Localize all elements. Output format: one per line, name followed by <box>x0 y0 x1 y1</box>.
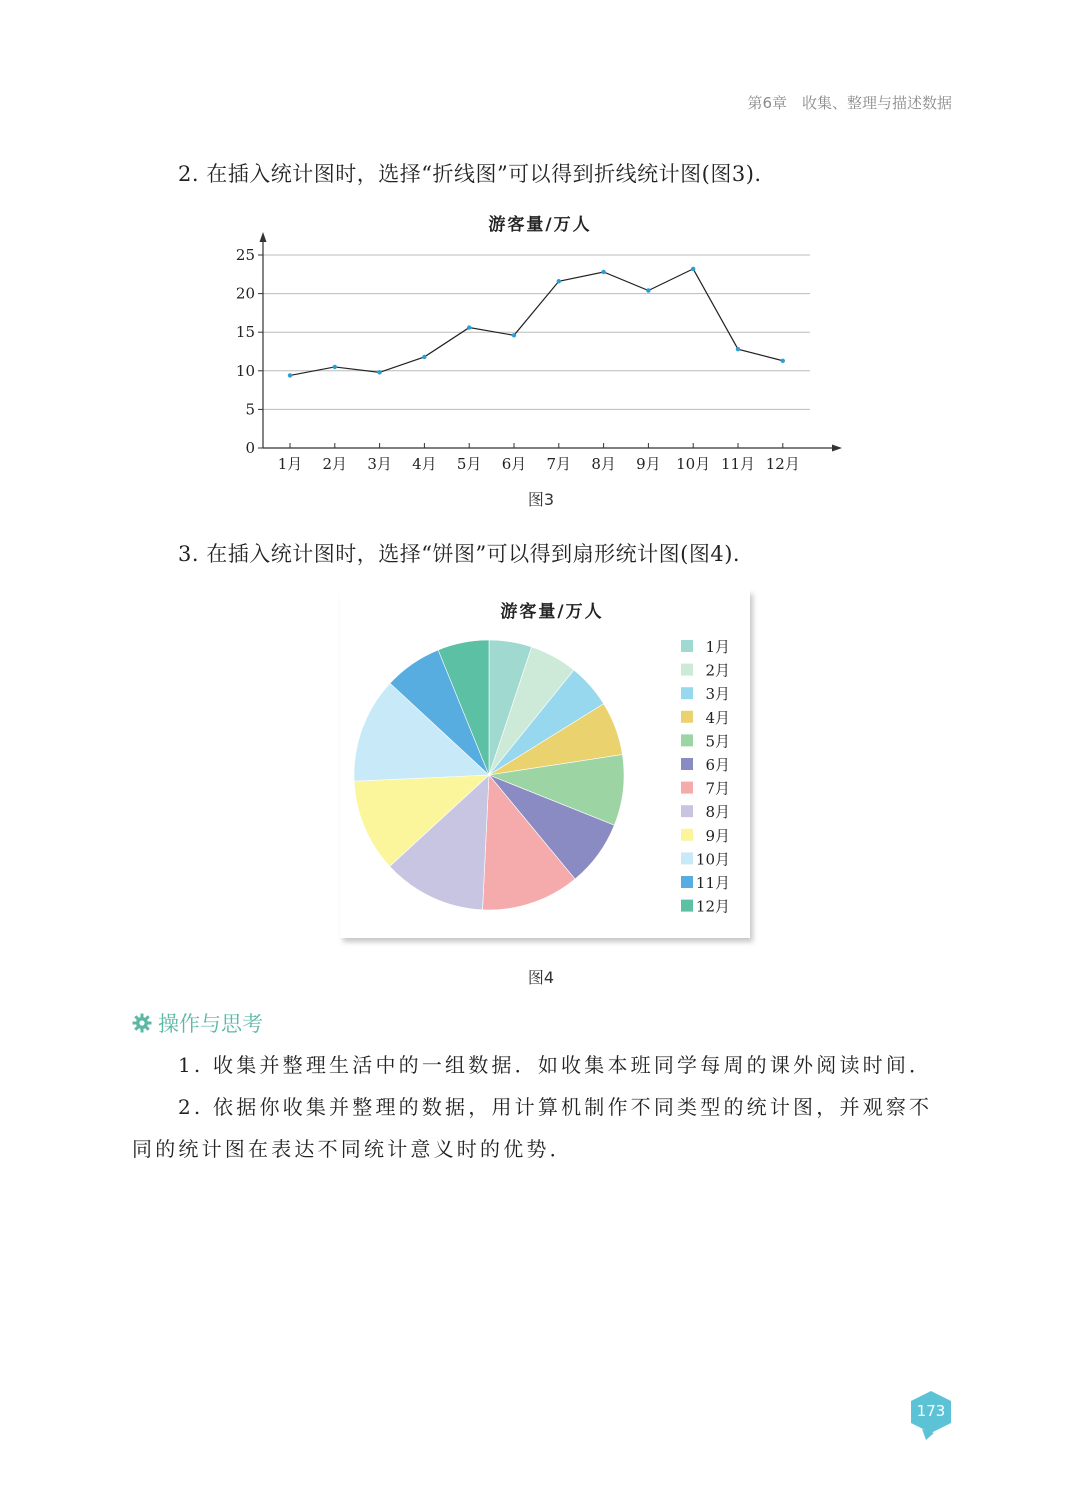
legend-swatch <box>681 734 693 746</box>
legend-label: 6月 <box>705 756 730 774</box>
y-tick-label: 5 <box>245 400 255 419</box>
legend-label: 11月 <box>695 874 730 892</box>
page-number: 173 <box>916 1402 946 1420</box>
y-tick-label: 10 <box>235 361 255 380</box>
legend-label: 4月 <box>705 708 730 727</box>
data-point <box>288 373 292 377</box>
x-tick-label: 1月 <box>277 455 303 473</box>
section-title <box>132 1008 263 1038</box>
legend-swatch <box>681 711 693 723</box>
data-point <box>781 359 785 363</box>
gear-icon <box>132 1012 152 1036</box>
legend-label: 12月 <box>695 897 730 916</box>
legend-swatch <box>681 805 693 817</box>
x-tick-label: 5月 <box>456 455 482 473</box>
legend-swatch <box>681 852 693 864</box>
x-tick-label: 12月 <box>765 455 800 473</box>
paragraph-line-chart: 2. 在插入统计图时，选择“折线图”可以得到折线统计图(图3). <box>178 162 762 186</box>
legend-label: 10月 <box>695 850 730 869</box>
legend-label: 3月 <box>705 685 730 704</box>
x-tick-label: 8月 <box>591 455 616 473</box>
data-point <box>467 325 471 329</box>
data-point <box>557 279 561 283</box>
data-point <box>646 288 650 292</box>
body-line-3: 同的统计图在表达不同统计意义时的优势． <box>132 1137 573 1161</box>
body-line-2: 2. 依据你收集并整理的数据，用计算机制作不同类型的统计图，并观察不 <box>178 1095 933 1119</box>
paragraph-pie-chart: 3. 在插入统计图时，选择“饼图”可以得到扇形统计图(图4). <box>178 542 741 566</box>
legend-label: 9月 <box>705 826 730 845</box>
y-tick-label: 0 <box>245 439 255 457</box>
legend-label: 5月 <box>705 732 730 751</box>
data-point <box>512 333 516 337</box>
data-point <box>601 270 605 274</box>
x-tick-label: 3月 <box>367 455 392 473</box>
y-tick-label: 15 <box>235 323 255 342</box>
data-point <box>333 365 337 369</box>
legend-swatch <box>681 758 693 770</box>
x-axis-arrow <box>832 445 842 452</box>
legend-label: 2月 <box>705 661 730 680</box>
legend-swatch <box>681 664 693 676</box>
x-tick-label: 4月 <box>412 455 437 473</box>
data-point <box>377 370 381 374</box>
figure3-caption: 图3 <box>527 490 555 509</box>
line-chart <box>230 228 850 483</box>
legend-swatch <box>681 782 693 794</box>
legend-label: 1月 <box>705 638 730 656</box>
series-line <box>290 269 783 376</box>
section-title-text: 操作与思考 <box>158 1012 263 1036</box>
legend-swatch <box>681 876 693 888</box>
x-tick-label: 6月 <box>501 455 527 473</box>
legend-swatch <box>681 829 693 841</box>
body-line-1: 1. 收集并整理生活中的一组数据．如收集本班同学每周的课外阅读时间． <box>178 1053 933 1077</box>
data-point <box>691 267 695 271</box>
line-chart-title: 游客量/万人 <box>488 215 592 235</box>
legend-swatch <box>681 687 693 699</box>
x-tick-label: 9月 <box>636 455 661 473</box>
pie-chart-title: 游客量/万人 <box>500 602 604 622</box>
x-tick-label: 11月 <box>720 455 756 473</box>
y-tick-label: 20 <box>235 284 255 303</box>
data-point <box>422 355 426 359</box>
x-tick-label: 7月 <box>546 455 572 473</box>
pie-chart <box>340 590 750 938</box>
figure4-caption: 图4 <box>527 968 555 987</box>
y-tick-label: 25 <box>235 246 255 264</box>
chapter-header: 第6章 收集、整理与描述数据 <box>747 94 952 112</box>
y-axis-arrow <box>260 232 267 242</box>
legend-swatch <box>681 900 693 912</box>
data-point <box>736 347 740 351</box>
legend-swatch <box>681 640 693 652</box>
x-tick-label: 2月 <box>322 455 348 473</box>
legend-label: 7月 <box>705 779 730 798</box>
x-tick-label: 10月 <box>676 455 711 473</box>
legend-label: 8月 <box>705 803 730 822</box>
page-number-badge <box>908 1390 954 1436</box>
